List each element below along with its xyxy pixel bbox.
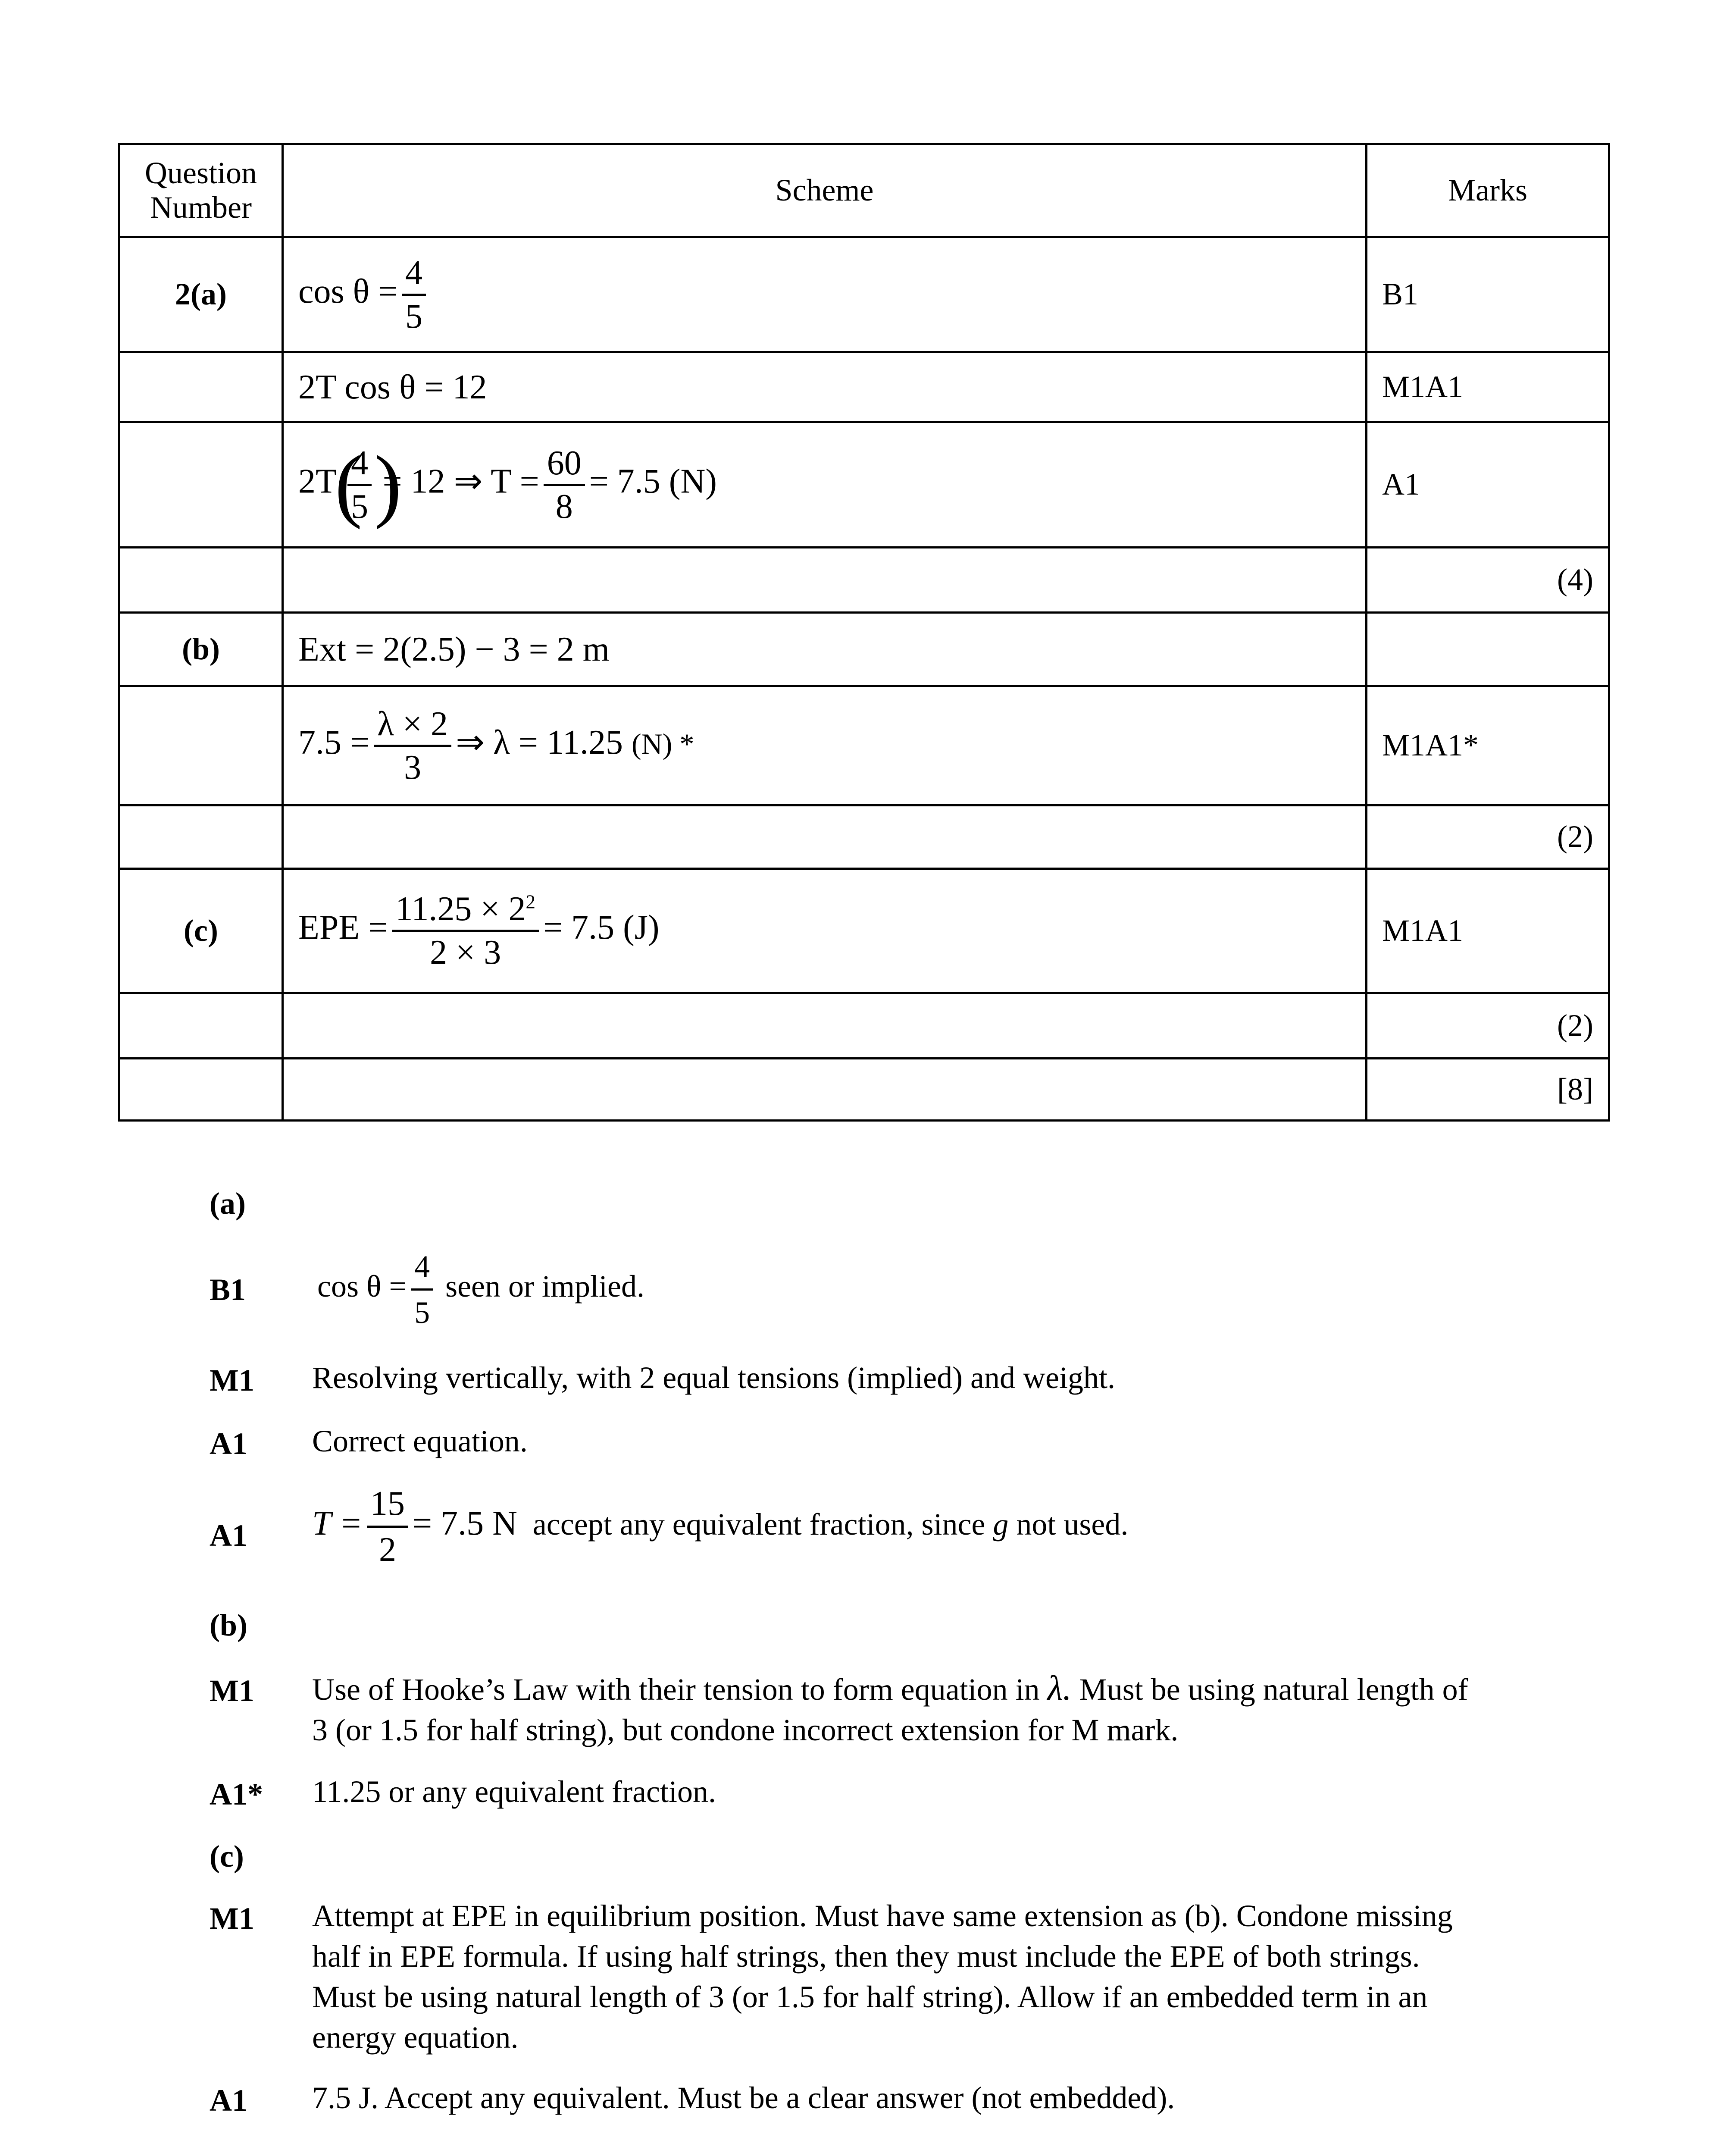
scheme-cell: Ext = 2(2.5) − 3 = 2 m: [283, 613, 1367, 686]
table-row: [119, 686, 1609, 805]
note-text: Must be using natural length of: [1079, 1672, 1468, 1707]
question-number: [119, 805, 283, 869]
question-number: [119, 422, 283, 548]
equation: [312, 1485, 517, 1569]
table-row: [119, 869, 1609, 993]
question-number: [119, 352, 283, 422]
question-number: 2(a): [119, 237, 283, 352]
denominator: 5: [411, 1288, 433, 1333]
numerator-text: 11.25 × 2: [395, 890, 526, 928]
numerator: 60: [547, 444, 582, 482]
note-label: M1: [210, 1901, 254, 1936]
denominator: 8: [544, 484, 585, 526]
table-row: [119, 993, 1609, 1059]
total: [8]: [1367, 1059, 1609, 1121]
eq-text: 7.5 =: [298, 723, 370, 761]
header-question: Question Number: [119, 144, 283, 237]
note-label: M1: [210, 1673, 254, 1708]
numerator: 4: [351, 444, 369, 482]
numerator: 4: [405, 254, 423, 292]
note-label: A1: [210, 1518, 247, 1553]
table-row: [119, 1059, 1609, 1121]
question-number: [119, 1059, 283, 1121]
note-label: (b): [210, 1608, 247, 1642]
subtotal: (2): [1367, 805, 1609, 869]
note-label: B1: [210, 1272, 246, 1307]
scheme-cell: [283, 548, 1367, 613]
fraction: [411, 1246, 433, 1333]
note-text: [317, 1246, 1567, 1333]
note-label: M1: [210, 1363, 254, 1398]
eq-text: = 7.5 (J): [543, 908, 660, 946]
eq-text: 2T: [298, 462, 337, 501]
header-scheme: Scheme: [283, 144, 1367, 237]
marks-cell: M1A1*: [1367, 686, 1609, 805]
scheme-cell: [283, 869, 1367, 993]
subtotal: (2): [1367, 993, 1609, 1059]
note-text: 3 (or 1.5 for half string), but condone incorrect extension for M mark.: [312, 1713, 1179, 1747]
right-paren: ): [374, 439, 385, 530]
eq-text: cos θ =: [317, 1269, 407, 1304]
numerator: 15: [370, 1485, 405, 1523]
subtotal: (4): [1367, 548, 1609, 613]
table-row: [119, 805, 1609, 869]
denominator: 3: [374, 745, 451, 787]
marks-cell: M1A1: [1367, 352, 1609, 422]
fraction: [347, 444, 372, 526]
note-text: g: [993, 1507, 1009, 1542]
denominator: 5: [347, 484, 372, 526]
mark-scheme-table: [118, 143, 1610, 1122]
denominator: 2: [367, 1526, 408, 1570]
marks-cell: [1367, 613, 1609, 686]
eq-text: = 7.5 (N): [589, 462, 717, 501]
table-row: [119, 237, 1609, 352]
eq-text: EPE =: [298, 908, 388, 946]
question-number: [119, 548, 283, 613]
table-row: [119, 352, 1609, 422]
note-text: λ.: [1047, 1668, 1072, 1708]
scheme-cell: [283, 422, 1367, 548]
fraction: [402, 254, 426, 335]
table-row: [119, 613, 1609, 686]
note-text: 11.25 or any equivalent fraction.: [312, 1774, 716, 1809]
question-number: (b): [119, 613, 283, 686]
note-line: Must be using natural length of 3 (or 1.5 for half string). Allow if an embedded term in an: [312, 1980, 1428, 2014]
denominator: 2 × 3: [392, 930, 539, 971]
eq-text: (N) *: [632, 727, 694, 760]
note-label: (c): [210, 1839, 244, 1874]
note-line: energy equation.: [312, 2020, 519, 2055]
marks-cell: A1: [1367, 422, 1609, 548]
scheme-cell: [283, 686, 1367, 805]
note-text: [312, 1483, 1562, 1570]
note-text: [312, 1668, 1562, 1750]
marks-cell: M1A1: [1367, 869, 1609, 993]
scheme-cell: [283, 993, 1367, 1059]
denominator: 5: [402, 294, 426, 335]
note-text: Correct equation.: [312, 1424, 528, 1458]
scheme-cell: 2T cos θ = 12: [283, 352, 1367, 422]
header-marks: Marks: [1367, 144, 1609, 237]
note-label: A1: [210, 1426, 247, 1461]
eq-text: = 7.5 N: [413, 1504, 517, 1542]
eq-text: T =: [312, 1504, 363, 1542]
eq-text: cos θ =: [298, 272, 398, 310]
note-line: Attempt at EPE in equilibrium position. Must have same extension as (b). Condone missing: [312, 1899, 1453, 1933]
note-text: [312, 1896, 1562, 2058]
note-label: (a): [210, 1186, 246, 1221]
note-text: Resolving vertically, with 2 equal tensions (implied) and weight.: [312, 1360, 1115, 1395]
header-row: [119, 144, 1609, 237]
numerator: λ × 2: [377, 705, 448, 743]
fraction: [367, 1483, 408, 1570]
marks-cell: B1: [1367, 237, 1609, 352]
eq-text: = 12 ⇒ T =: [382, 462, 539, 501]
note-label: A1: [210, 2083, 247, 2118]
note-label: A1*: [210, 1777, 263, 1811]
exponent: 2: [525, 891, 535, 913]
scheme-cell: [283, 1059, 1367, 1121]
fraction: [374, 705, 451, 787]
note-text: not used.: [1016, 1507, 1129, 1542]
note-text: accept any equivalent fraction, since: [532, 1507, 985, 1542]
note-text: seen or implied.: [445, 1269, 644, 1304]
numerator: 4: [414, 1249, 430, 1284]
fraction: [544, 444, 585, 526]
table-row: [119, 422, 1609, 548]
note-text: 7.5 J. Accept any equivalent. Must be a clear answer (not embedded).: [312, 2081, 1175, 2115]
scheme-cell: [283, 237, 1367, 352]
left-paren: (: [335, 439, 345, 530]
table-row: [119, 548, 1609, 613]
fraction: [392, 890, 539, 971]
question-number: [119, 686, 283, 805]
question-number: (c): [119, 869, 283, 993]
note-text: Use of Hooke’s Law with their tension to form equation in: [312, 1672, 1040, 1707]
eq-text: ⇒ λ = 11.25: [456, 723, 623, 761]
note-line: half in EPE formula. If using half strings, then they must include the EPE of both strings.: [312, 1939, 1420, 1974]
scheme-cell: [283, 805, 1367, 869]
question-number: [119, 993, 283, 1059]
numerator: [392, 890, 539, 930]
